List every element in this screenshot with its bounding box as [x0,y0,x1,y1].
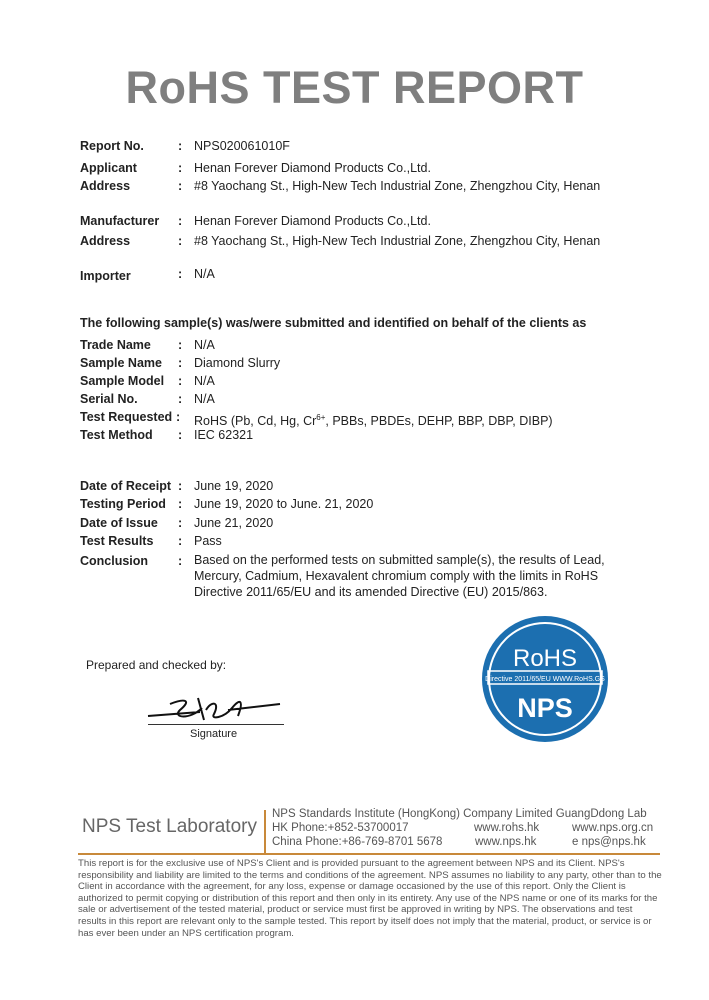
field-label: Trade Name [80,338,151,352]
prepared-by-label: Prepared and checked by: [86,658,227,672]
field-label: Importer [80,269,131,283]
field-label: Test Requested [80,410,173,424]
field-label: Date of Issue [80,516,158,530]
field-value: #8 Yaochang St., High-New Tech Industrial Zone, Zhengzhou City, Henan [194,179,601,193]
signature-line [148,724,284,725]
field-colon: : [178,392,183,406]
signature-label: Signature [190,728,238,740]
disclaimer: This report is for the exclusive use of NPS's Client and is provided pursuant to the agreement between NPS and its Client. NPS's responsibility and liability are limited to the terms and conditions of the agreement. NPS assumes no liability to any party, other than to the Client in accordance with the agreement, for any loss, expense or damage occasioned by the use of this report. Only the Client is authorized to permit copying or distribution of this report and then only in its entirety. Any use of the NPS name or one of its marks for the sale or advertisement of the tested material, product or service must first be approved in writing by NPS. The observations and test results in this report are relevant only to the sample tested. This report by itself does not imply that the material, product, or service is or has ever been under an NPS certification program. [78,858,662,939]
field-colon: : [178,497,183,511]
field-label: Testing Period [80,497,166,511]
field-value: June 19, 2020 to June. 21, 2020 [194,497,374,511]
seal-band-text: Directive 2011/65/EU WWW.RoHS.GS [485,676,605,683]
china-phone: China Phone:+86-769-8701 5678 [272,836,443,848]
email[interactable]: e nps@nps.hk [572,836,646,848]
field-label: Report No. [80,139,144,153]
footer-divider-vertical [264,810,266,854]
field-value: Diamond Slurry [194,356,281,370]
field-colon: : [178,139,183,153]
field-label: Test Method [80,428,153,442]
field-colon: : [178,428,183,442]
field-conclusion [80,552,680,602]
footer-divider [78,853,660,855]
field-colon: : [178,179,183,193]
value-superscript: 6+ [316,413,326,422]
seal-nps-text: NPS [517,693,573,723]
field-colon: : [178,534,183,548]
hk-website[interactable]: www.rohs.hk [474,822,540,834]
field-label: Test Results [80,534,154,548]
field-colon: : [176,410,181,424]
value-part: RoHS (Pb, Cd, Hg, Cr [194,414,317,429]
field-value: N/A [194,392,215,406]
field-colon: : [178,479,183,493]
field-colon: : [178,161,183,175]
field-colon: : [178,214,183,228]
rohs-nps-seal [466,614,624,744]
field-value: June 19, 2020 [194,479,274,493]
report-title: RoHS TEST REPORT [125,62,584,113]
field-value: Pass [194,534,222,548]
value-part: , PBBs, PBDEs, DEHP, BBP, DBP, DIBP) [325,414,553,429]
field-value: N/A [194,338,215,352]
lab-name: NPS Test Laboratory [82,816,257,837]
field-value: June 21, 2020 [194,516,274,530]
field-label: Serial No. [80,392,138,406]
field-value: IEC 62321 [194,428,254,442]
field-value: N/A [194,267,215,281]
field-colon: : [178,356,183,370]
cn-website[interactable]: www.nps.org.cn [572,822,654,834]
field-label: Address [80,234,131,248]
field-value: Based on the performed tests on submitted sample(s), the results of Lead, Mercury, Cadmium, Hexavalent chromium comply with the limits in RoHS Directive 2011/65/EU and its amended Directive (EU) 2015/863. [194,553,605,599]
field-colon: : [178,267,183,281]
field-value [194,410,553,429]
field-label: Sample Name [80,356,162,370]
field-colon: : [178,554,183,568]
seal-rohs-text: RoHS [512,645,578,672]
field-label: Applicant [80,161,137,175]
sample-intro: The following sample(s) was/were submitted and identified on behalf of the clients as [80,316,587,330]
field-colon: : [178,338,183,352]
hk-phone: HK Phone:+852-53700017 [272,822,409,834]
field-label: Manufacturer [80,214,160,228]
field-colon: : [178,516,183,530]
institute-name: NPS Standards Institute (HongKong) Company Limited GuangDdong Lab [272,808,647,820]
field-value: Henan Forever Diamond Products Co.,Ltd. [194,161,431,175]
field-label: Sample Model [80,374,165,388]
field-colon: : [178,374,183,388]
signature-image [140,690,290,726]
field-label: Conclusion [80,554,149,568]
field-value: #8 Yaochang St., High-New Tech Industrial Zone, Zhengzhou City, Henan [194,234,601,248]
field-label: Date of Receipt [80,479,171,493]
field-colon: : [178,234,183,248]
field-value: Henan Forever Diamond Products Co.,Ltd. [194,214,431,228]
nps-website[interactable]: www.nps.hk [475,836,537,848]
field-label: Address [80,179,131,193]
field-value: N/A [194,374,215,388]
field-value: NPS020061010F [194,139,290,153]
